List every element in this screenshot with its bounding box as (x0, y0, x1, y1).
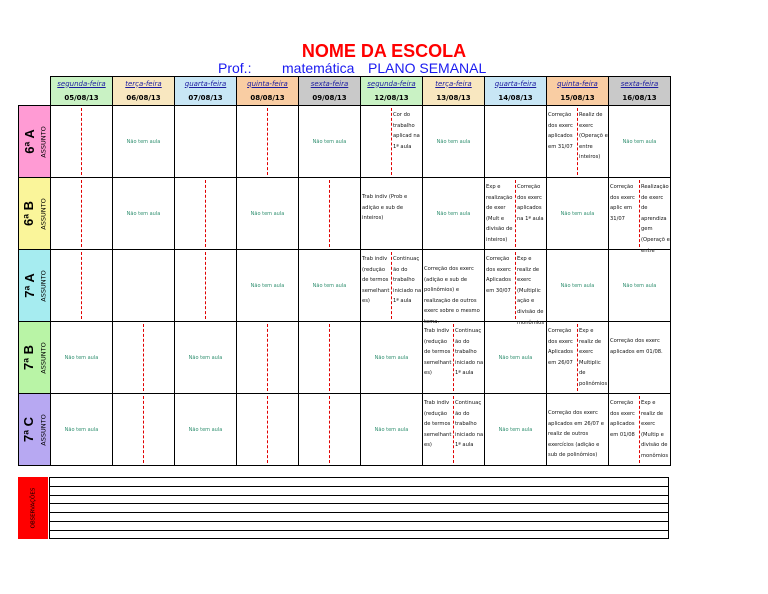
lesson-cell[interactable] (51, 178, 113, 250)
lesson-text-left: Trab indiv (redução de termos semelhant es) (424, 400, 452, 449)
lesson-cell[interactable] (299, 106, 361, 178)
lesson-cell[interactable] (547, 394, 609, 466)
day-header (175, 77, 237, 106)
prof-label: Prof.: (218, 60, 252, 76)
assunto-text: ASSUNTO (40, 197, 48, 230)
class-label-cell (19, 250, 51, 322)
lesson-cell[interactable] (423, 106, 485, 178)
no-class-text: Não tem aula (312, 282, 347, 289)
lesson-divider (267, 108, 268, 175)
lesson-divider (267, 396, 268, 463)
class-name (21, 178, 37, 249)
lesson-cell[interactable] (51, 394, 113, 466)
day-name: quarta-feira (494, 79, 537, 88)
lesson-divider (81, 180, 82, 247)
class-label-cell (19, 106, 51, 178)
class-name (21, 322, 37, 393)
day-header (609, 77, 671, 106)
lesson-text-right: Continuaç ão do trabalho iniciado na 1ª aula (393, 256, 422, 305)
class-name (21, 250, 37, 321)
lesson-text: Correção dos exerc aplicados em 01/08. (610, 338, 663, 355)
lesson-text-left: Trab indiv (redução de termos semelhant es) (424, 328, 452, 377)
lesson-text: Correção dos exerc aplicados em 26/07 e realiz de outros exercícios (adição e sub de polinômios) (548, 410, 604, 459)
school-name: NOME DA ESCOLA (301, 41, 467, 61)
no-class-text: Não tem aula (498, 426, 533, 433)
class-name (21, 394, 37, 465)
lesson-text: Trab indiv (Prob e adição e sub de inteiros) (362, 194, 408, 222)
day-date: 14/08/13 (498, 93, 533, 102)
lesson-cell[interactable] (547, 106, 609, 178)
day-header (361, 77, 423, 106)
lesson-divider (267, 324, 268, 391)
plan-title: PLANO SEMANAL (368, 60, 487, 76)
day-date: 12/08/13 (374, 93, 409, 102)
lesson-cell[interactable] (175, 106, 237, 178)
day-name: segunda-feira (57, 79, 106, 88)
lesson-cell[interactable] (51, 322, 113, 394)
day-name: sexta-feira (310, 79, 349, 88)
lesson-text-right: Realiz de exerc (Operaçõ e entre inteiros) (579, 112, 608, 161)
no-class-text: Não tem aula (64, 426, 99, 433)
day-header (113, 77, 175, 106)
lesson-text-left: Exp e realização de exer (Mult e divisão de inteiros) (486, 184, 513, 243)
observation-line (50, 495, 668, 496)
observation-line (50, 530, 668, 531)
class-row (19, 106, 671, 178)
class-name-text: 6ª A (21, 129, 37, 154)
lesson-cell[interactable] (609, 106, 671, 178)
lesson-cell[interactable] (423, 394, 485, 466)
lesson-divider (205, 180, 206, 247)
lesson-text-left: Correção dos exerc aplicados em 31/07 (548, 112, 573, 150)
day-name: quinta-feira (247, 79, 288, 88)
lesson-text-right: Cor do trabalho aplicad na 1ª aula (393, 112, 420, 150)
class-row (19, 250, 671, 322)
lesson-cell[interactable] (361, 178, 423, 250)
no-class-text: Não tem aula (498, 354, 533, 361)
lesson-cell[interactable] (485, 250, 547, 326)
lesson-cell[interactable] (299, 322, 361, 394)
lesson-cell[interactable] (51, 106, 113, 178)
lesson-text-right: Exp e realiz de exerc Multiplic de polinômios (579, 328, 608, 387)
lesson-cell[interactable] (361, 250, 423, 322)
day-header (237, 77, 299, 106)
lesson-cell[interactable] (423, 322, 485, 394)
lesson-text-right: Continuaç ão do trabalho iniciado na 1ª aula (455, 328, 484, 377)
lesson-cell[interactable] (113, 322, 175, 394)
class-name (21, 106, 37, 177)
day-header-row (19, 77, 671, 106)
no-class-text: Não tem aula (126, 210, 161, 217)
no-class-text: Não tem aula (374, 426, 409, 433)
class-row (19, 394, 671, 466)
class-name-text: 6ª B (21, 200, 37, 227)
no-class-text: Não tem aula (188, 354, 223, 361)
day-date: 07/08/13 (188, 93, 223, 102)
lesson-text-left: Correção dos exerc aplic em 31/07 (610, 184, 635, 222)
no-class-text: Não tem aula (436, 210, 471, 217)
observations-box[interactable] (49, 477, 669, 539)
lesson-cell[interactable] (485, 394, 547, 466)
lesson-divider (329, 180, 330, 247)
lesson-cell[interactable] (485, 322, 547, 394)
day-date: 06/08/13 (126, 93, 161, 102)
no-class-text: Não tem aula (126, 138, 161, 145)
class-row (19, 178, 671, 250)
lesson-text-left: Correção dos exerc Aplicados em 26/07 (548, 328, 573, 366)
lesson-text-right: Correção dos exerc aplicados na 1ª aula (517, 184, 544, 222)
class-row (19, 322, 671, 394)
lesson-cell[interactable] (237, 178, 299, 250)
plan-subtitle (218, 60, 486, 76)
lesson-cell[interactable] (485, 106, 547, 178)
lesson-text-left: Correção dos exerc Aplicados em 30/07 (486, 256, 511, 294)
day-name: sexta-feira (620, 79, 659, 88)
assunto-label (37, 322, 51, 393)
lesson-divider (205, 252, 206, 319)
day-name: terça-feira (435, 79, 472, 88)
observation-line (50, 486, 668, 487)
no-class-text: Não tem aula (436, 138, 471, 145)
no-class-text: Não tem aula (64, 354, 99, 361)
lesson-cell[interactable] (299, 250, 361, 322)
lesson-divider (81, 252, 82, 319)
lesson-cell[interactable] (485, 178, 547, 250)
lesson-text-right: Continuaç ão do trabalho iniciado na 1ª aula (455, 400, 484, 449)
lesson-divider (329, 396, 330, 463)
lesson-cell[interactable] (423, 178, 485, 250)
lesson-cell[interactable] (175, 322, 237, 394)
day-name: quarta-feira (184, 79, 227, 88)
lesson-text-right: Exp e realiz de exerc (Multip e divisão de monômios (641, 400, 669, 459)
lesson-divider (515, 180, 516, 247)
no-class-text: Não tem aula (560, 282, 595, 289)
assunto-label (37, 178, 51, 249)
lesson-divider (81, 108, 82, 175)
day-name: quinta-feira (557, 79, 598, 88)
lesson-cell[interactable] (609, 250, 671, 322)
class-label-cell (19, 178, 51, 250)
lesson-cell[interactable] (113, 178, 175, 250)
no-class-text: Não tem aula (250, 282, 285, 289)
assunto-text: ASSUNTO (40, 341, 48, 374)
lesson-divider (515, 252, 516, 319)
lesson-divider (577, 108, 578, 175)
lesson-divider (329, 324, 330, 391)
lesson-text-right: Realização de exerc de aprendiza gem (Operaçõ e entre (641, 184, 670, 254)
lesson-divider (639, 180, 640, 247)
day-date: 16/08/13 (622, 93, 657, 102)
no-class-text: Não tem aula (560, 210, 595, 217)
class-label-cell (19, 394, 51, 466)
lesson-cell[interactable] (547, 250, 609, 322)
assunto-text: ASSUNTO (40, 125, 48, 158)
assunto-label (37, 394, 51, 465)
subject-label: matemática (282, 60, 355, 76)
lesson-divider (577, 324, 578, 391)
observation-line (50, 521, 668, 522)
lesson-divider (453, 396, 454, 463)
day-header (51, 77, 113, 106)
day-date: 15/08/13 (560, 93, 595, 102)
weekly-plan-table (18, 76, 671, 466)
day-name: terça-feira (125, 79, 162, 88)
class-label-cell (19, 322, 51, 394)
lesson-text: Correção dos exerc (adição e sub de polinômios) e realização de outros exerc sobre o mesmo tema. (424, 266, 480, 325)
assunto-label (37, 250, 51, 321)
day-date: 05/08/13 (64, 93, 99, 102)
day-date: 13/08/13 (436, 93, 471, 102)
observation-line (50, 503, 668, 504)
day-header (299, 77, 361, 106)
lesson-cell[interactable] (175, 250, 237, 322)
lesson-text-left: Correção dos exerc aplicados em 01/08 (610, 400, 635, 438)
lesson-cell[interactable] (299, 178, 361, 250)
lesson-divider (391, 108, 392, 175)
lesson-cell[interactable] (113, 106, 175, 178)
observations-label: OBSERVAÇÕES (18, 477, 48, 539)
lesson-cell[interactable] (51, 250, 113, 322)
lesson-cell[interactable] (237, 322, 299, 394)
class-name-text: 7ª B (21, 344, 37, 371)
lesson-cell[interactable] (609, 394, 671, 466)
lesson-divider (143, 396, 144, 463)
lesson-cell[interactable] (547, 178, 609, 250)
lesson-cell[interactable] (361, 322, 423, 394)
no-class-text: Não tem aula (374, 354, 409, 361)
lesson-cell[interactable] (113, 394, 175, 466)
lesson-divider (143, 324, 144, 391)
no-class-text: Não tem aula (188, 426, 223, 433)
assunto-text: ASSUNTO (40, 269, 48, 302)
lesson-divider (453, 324, 454, 391)
lesson-cell[interactable] (547, 322, 609, 394)
no-class-text: Não tem aula (622, 138, 657, 145)
lesson-cell[interactable] (361, 106, 423, 178)
lesson-cell[interactable] (175, 178, 237, 250)
no-class-text: Não tem aula (250, 210, 285, 217)
lesson-cell[interactable] (423, 250, 485, 325)
day-date: 09/08/13 (312, 93, 347, 102)
no-class-text: Não tem aula (622, 282, 657, 289)
assunto-text: ASSUNTO (40, 413, 48, 446)
lesson-cell[interactable] (175, 394, 237, 466)
lesson-cell[interactable] (113, 250, 175, 322)
lesson-divider (391, 252, 392, 319)
day-header (485, 77, 547, 106)
lesson-cell[interactable] (609, 322, 671, 394)
lesson-cell[interactable] (299, 394, 361, 466)
day-name: segunda-feira (367, 79, 416, 88)
observation-line (50, 512, 668, 513)
class-name-text: 7ª A (21, 273, 37, 298)
class-name-text: 7ª C (21, 416, 37, 443)
lesson-cell[interactable] (237, 106, 299, 178)
lesson-text-right: Exp e realiz de exerc (Multiplic ação e divisão de monômios (517, 256, 545, 326)
day-header (423, 77, 485, 106)
lesson-cell[interactable] (361, 394, 423, 466)
no-class-text: Não tem aula (312, 138, 347, 145)
lesson-text-left: Trab indiv (redução de termos semelhant es) (362, 256, 390, 305)
assunto-label (37, 106, 51, 177)
header-corner (19, 77, 51, 106)
day-header (547, 77, 609, 106)
lesson-cell[interactable] (609, 178, 671, 254)
lesson-divider (639, 396, 640, 463)
day-date: 08/08/13 (250, 93, 285, 102)
lesson-cell[interactable] (237, 250, 299, 322)
lesson-cell[interactable] (237, 394, 299, 466)
